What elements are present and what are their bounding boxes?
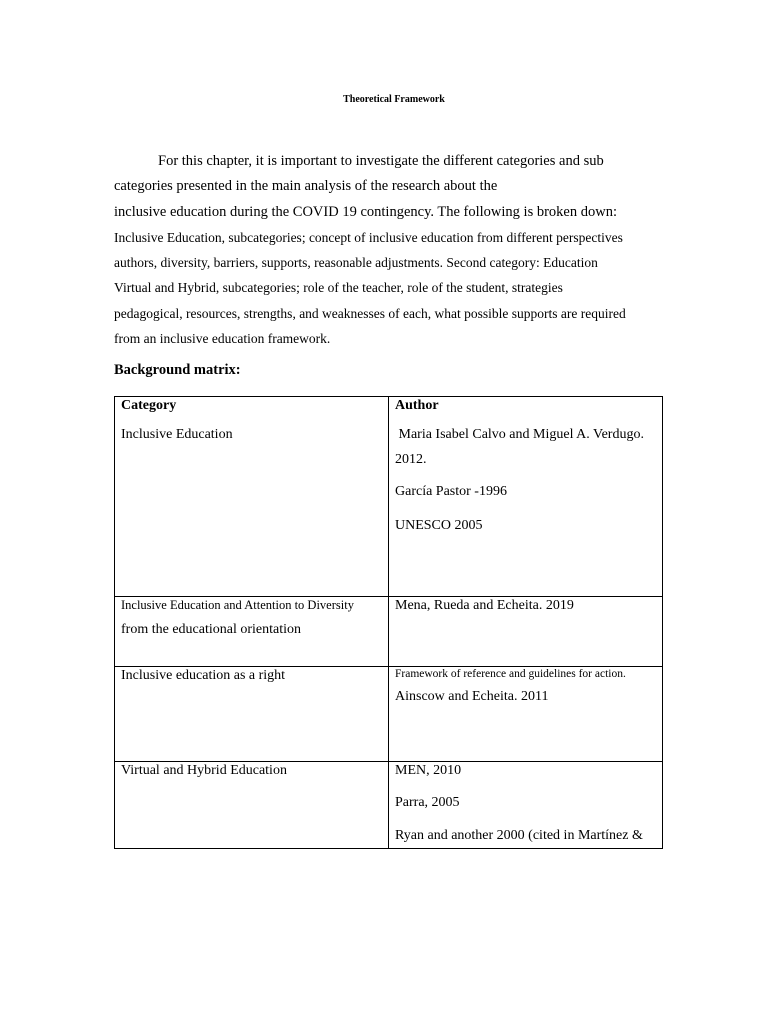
background-matrix-label: Background matrix: [114, 362, 241, 378]
category-cell [115, 397, 389, 597]
category-cell [115, 667, 389, 762]
author-text: Ainscow and Echeita. 2011 [395, 689, 549, 704]
table-row [115, 397, 663, 597]
author-text: 2012. [395, 452, 427, 467]
document-title: Theoretical Framework [343, 94, 445, 105]
author-cell [389, 667, 663, 762]
author-text: Ryan and another 2000 (cited in Martínez & [395, 828, 643, 843]
author-text: Parra, 2005 [395, 795, 460, 810]
category-header: Category [121, 398, 177, 413]
category-cell [115, 597, 389, 667]
category-text: Inclusive education as a right [121, 668, 286, 683]
author-cell [389, 762, 663, 849]
paragraph-line: pedagogical, resources, strengths, and weaknesses of each, what possible supports are required [114, 305, 626, 321]
table-row [115, 762, 663, 849]
background-matrix-table [114, 396, 663, 849]
author-text: MEN, 2010 [395, 763, 462, 778]
table-row [115, 597, 663, 667]
paragraph-line: For this chapter, it is important to investigate the different categories and sub [158, 153, 604, 169]
author-text: García Pastor -1996 [395, 484, 507, 499]
category-text: from the educational orientation [121, 622, 301, 637]
intro-paragraph [114, 149, 674, 351]
category-text: Inclusive Education [121, 427, 233, 442]
paragraph-line: authors, diversity, barriers, supports, reasonable adjustments. Second category: Education [114, 255, 598, 271]
author-cell [389, 597, 663, 667]
category-text: Inclusive Education and Attention to Diversity [121, 598, 354, 612]
paragraph-line: categories presented in the main analysis of the research about the [114, 178, 498, 195]
table-row [115, 667, 663, 762]
category-cell [115, 762, 389, 849]
author-text: UNESCO 2005 [395, 518, 483, 533]
author-text: Framework of reference and guidelines for action. [395, 668, 626, 680]
author-header: Author [395, 398, 439, 413]
author-cell [389, 397, 663, 597]
paragraph-line: Virtual and Hybrid, subcategories; role of the teacher, role of the student, strategies [114, 280, 563, 296]
author-text: Mena, Rueda and Echeita. 2019 [395, 598, 574, 613]
paragraph-line: from an inclusive education framework. [114, 331, 331, 347]
category-text: Virtual and Hybrid Education [121, 763, 287, 778]
author-text: Maria Isabel Calvo and Miguel A. Verdugo. [395, 427, 644, 442]
paragraph-line: Inclusive Education, subcategories; concept of inclusive education from different perspectives [114, 229, 623, 245]
paragraph-line: inclusive education during the COVID 19 contingency. The following is broken down: [114, 203, 617, 220]
